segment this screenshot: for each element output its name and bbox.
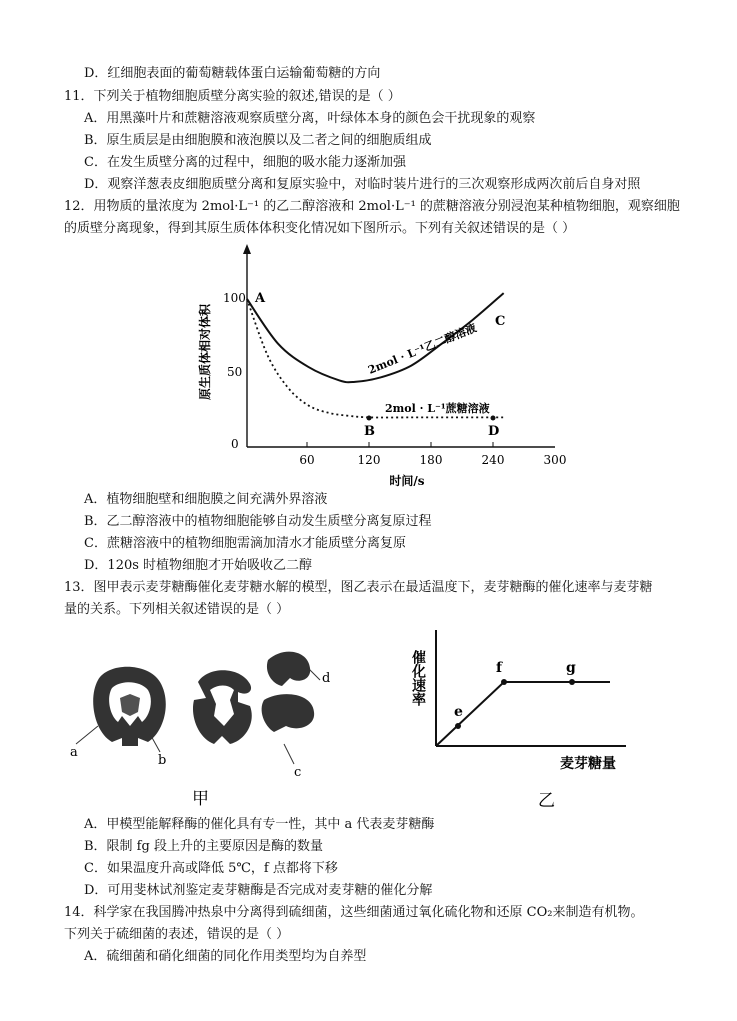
point-label-c: C <box>495 314 506 329</box>
q13-figure-jia <box>68 640 368 810</box>
y-tick-50: 50 <box>227 365 243 379</box>
x-tick-240: 240 <box>481 453 505 467</box>
chart-axes <box>243 244 555 447</box>
free-enzyme <box>193 670 252 744</box>
label-a: a <box>70 745 78 760</box>
products <box>262 652 315 732</box>
q11-option-d: D．观察洋葱表皮细胞质壁分离和复原实验中，对临时装片进行的三次观察形成两次前后自身对照 <box>84 177 641 192</box>
q14-stem-line1: 14．科学家在我国腾冲热泉中分离得到硫细菌，这些细菌通过氧化硫化物和还原 CO₂来制造有机物。 <box>64 905 644 920</box>
x-tick-60: 60 <box>299 453 315 467</box>
point-b-marker <box>367 416 372 421</box>
q11-option-b: B．原生质层是由细胞膜和液泡膜以及二者之间的细胞质组成 <box>84 133 432 148</box>
point-f <box>501 679 507 685</box>
q11-option-c: C．在发生质壁分离的过程中，细胞的吸水能力逐渐加强 <box>84 155 406 170</box>
label-g: g <box>566 660 576 676</box>
y-tick-0: 0 <box>231 437 239 451</box>
ethylene-glycol-label: 2mol · L⁻¹乙二醇溶液 <box>366 321 479 377</box>
point-label-b: B <box>364 424 375 439</box>
label-e: e <box>454 704 463 720</box>
q13-option-a: A．甲模型能解释酶的催化具有专一性，其中 a 代表麦芽糖酶 <box>84 817 435 832</box>
sucrose-label: 2mol · L⁻¹蔗糖溶液 <box>385 402 490 415</box>
label-d: d <box>322 671 331 686</box>
x-tick-300: 300 <box>543 453 567 467</box>
q13-option-d: D．可用斐林试剂鉴定麦芽糖酶是否完成对麦芽糖的催化分解 <box>84 883 433 898</box>
q13-stem-line1: 13．图甲表示麦芽糖酶催化麦芽糖水解的模型，图乙表示在最适温度下，麦芽糖酶的催化速率与麦芽糖 <box>64 580 653 595</box>
caption-jia: 甲 <box>192 789 209 809</box>
x-label-yi: 麦芽糖量 <box>560 756 616 772</box>
q11-option-a: A．用黑藻叶片和蔗糖溶液观察质壁分离，叶绿体本身的颜色会干扰现象的观察 <box>84 111 536 126</box>
q12-option-d: D．120s 时植物细胞才开始吸收乙二醇 <box>84 558 313 573</box>
q12-volume-chart <box>195 242 575 492</box>
y-tick-100: 100 <box>223 291 246 305</box>
x-axis-label: 时间/s <box>389 474 425 488</box>
q10-option-d: D．红细胞表面的葡萄糖载体蛋白运输葡萄糖的方向 <box>84 66 381 81</box>
q14-stem-line2: 下列关于硫细菌的表述，错误的是（ ） <box>64 927 290 942</box>
x-tick-120: 120 <box>357 453 381 467</box>
q13-stem-line2: 量的关系。下列相关叙述错误的是（ ） <box>64 602 290 617</box>
x-tick-180: 180 <box>419 453 443 467</box>
point-label-a: A <box>255 291 266 306</box>
q12-option-c: C．蔗糖溶液中的植物细胞需滴加清水才能质壁分离复原 <box>84 536 406 551</box>
label-b: b <box>158 753 167 768</box>
y-axis-label: 原生质体相对体积 <box>198 303 212 401</box>
sucrose-curve <box>247 299 504 418</box>
y-label-yi: 催化速率 <box>410 650 426 706</box>
label-f: f <box>496 660 503 676</box>
point-label-d: D <box>488 424 500 439</box>
enzyme-substrate-complex <box>93 667 166 746</box>
q13-option-c: C．如果温度升高或降低 5℃，f 点都将下移 <box>84 861 338 876</box>
q13-figure-yi <box>400 620 650 810</box>
q14-option-a: A．硫细菌和硝化细菌的同化作用类型均为自养型 <box>84 949 367 964</box>
point-d-marker <box>491 416 496 421</box>
q13-option-b: B．限制 fg 段上升的主要原因是酶的数量 <box>84 839 323 854</box>
q11-stem: 11．下列关于植物细胞质壁分离实验的叙述,错误的是（ ） <box>64 89 401 104</box>
caption-yi: 乙 <box>538 791 555 810</box>
q12-stem-line2: 的质壁分离现象，得到其原生质体体积变化情况如下图所示。下列有关叙述错误的是（ ） <box>64 221 576 236</box>
point-g <box>569 679 575 685</box>
label-c: c <box>294 765 302 780</box>
point-e <box>455 723 461 729</box>
q12-option-a: A．植物细胞壁和细胞膜之间充满外界溶液 <box>84 492 328 507</box>
q12-option-b: B．乙二醇溶液中的植物细胞能够自动发生质壁分离复原过程 <box>84 514 432 529</box>
q12-stem-line1: 12．用物质的量浓度为 2mol·L⁻¹ 的乙二醇溶液和 2mol·L⁻¹ 的蔗糖溶液分别浸泡某种植物细胞，观察细胞 <box>64 199 680 214</box>
